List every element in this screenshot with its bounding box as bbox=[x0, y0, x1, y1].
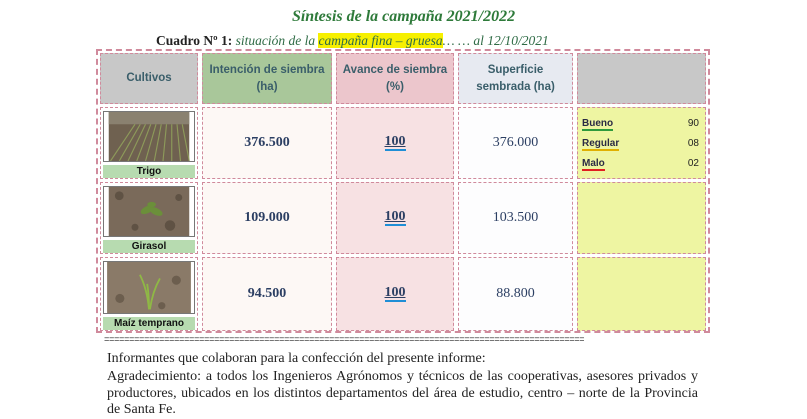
corn-seedling-photo bbox=[103, 261, 195, 314]
campaign-table bbox=[96, 49, 710, 333]
intencion-value: 94.500 bbox=[202, 257, 332, 331]
table-caption bbox=[156, 33, 549, 49]
avance-value: 100 bbox=[384, 209, 406, 224]
intencion-value: 376.500 bbox=[202, 107, 332, 179]
condition-value: 02 bbox=[687, 158, 699, 169]
wheat-field-photo bbox=[103, 111, 195, 162]
avance-cell bbox=[336, 107, 454, 179]
caption-text-before: situación de la bbox=[235, 33, 316, 48]
header-condicion bbox=[577, 53, 706, 104]
condition-name: Malo bbox=[582, 158, 605, 169]
crop-label: Maíz temprano bbox=[103, 317, 195, 330]
avance-cell bbox=[336, 182, 454, 254]
header-superficie: Superficie sembrada (ha) bbox=[458, 53, 573, 104]
sunflower-seedling-photo bbox=[103, 186, 195, 237]
caption-highlight: campaña fina – gruesa bbox=[318, 33, 443, 48]
condition-cell bbox=[577, 107, 706, 179]
superficie-value: 88.800 bbox=[458, 257, 573, 331]
intencion-value: 109.000 bbox=[202, 182, 332, 254]
condition-cell-empty bbox=[577, 182, 706, 254]
superficie-value: 376.000 bbox=[458, 107, 573, 179]
separator-line: ================================================================================================ bbox=[104, 335, 585, 345]
condition-value: 90 bbox=[687, 118, 699, 129]
header-intencion: Intención de siembra (ha) bbox=[202, 53, 332, 104]
avance-cell bbox=[336, 257, 454, 331]
header-avance: Avance de siembra (%) bbox=[336, 53, 454, 104]
informants-heading: Informantes que colaboran para la confección del presente informe: bbox=[107, 351, 486, 366]
crop-label: Girasol bbox=[103, 240, 195, 253]
crop-cell-maiz bbox=[100, 257, 198, 331]
condition-cell-empty bbox=[577, 257, 706, 331]
superficie-value: 103.500 bbox=[458, 182, 573, 254]
avance-value: 100 bbox=[384, 134, 406, 149]
avance-value: 100 bbox=[384, 285, 406, 300]
condition-name: Bueno bbox=[582, 118, 614, 129]
crop-cell-girasol bbox=[100, 182, 198, 254]
caption-text-after: … … al 12/10/2021 bbox=[442, 33, 549, 48]
condition-value: 08 bbox=[687, 138, 699, 149]
acknowledgement-text: Agradecimiento: a todos los Ingenieros Agrónomos y técnicos de las cooperativas, asesores privados y productores, ubicados en los distintos departamentos del área de estudio, centro – norte de la Provincia de Santa Fe. bbox=[107, 369, 698, 417]
crop-label: Trigo bbox=[103, 165, 195, 178]
header-cultivos: Cultivos bbox=[100, 53, 198, 104]
condition-name: Regular bbox=[582, 138, 620, 149]
caption-label: Cuadro Nº 1: bbox=[156, 33, 233, 48]
report-title: Síntesis de la campaña 2021/2022 bbox=[291, 8, 516, 25]
crop-cell-trigo bbox=[100, 107, 198, 179]
